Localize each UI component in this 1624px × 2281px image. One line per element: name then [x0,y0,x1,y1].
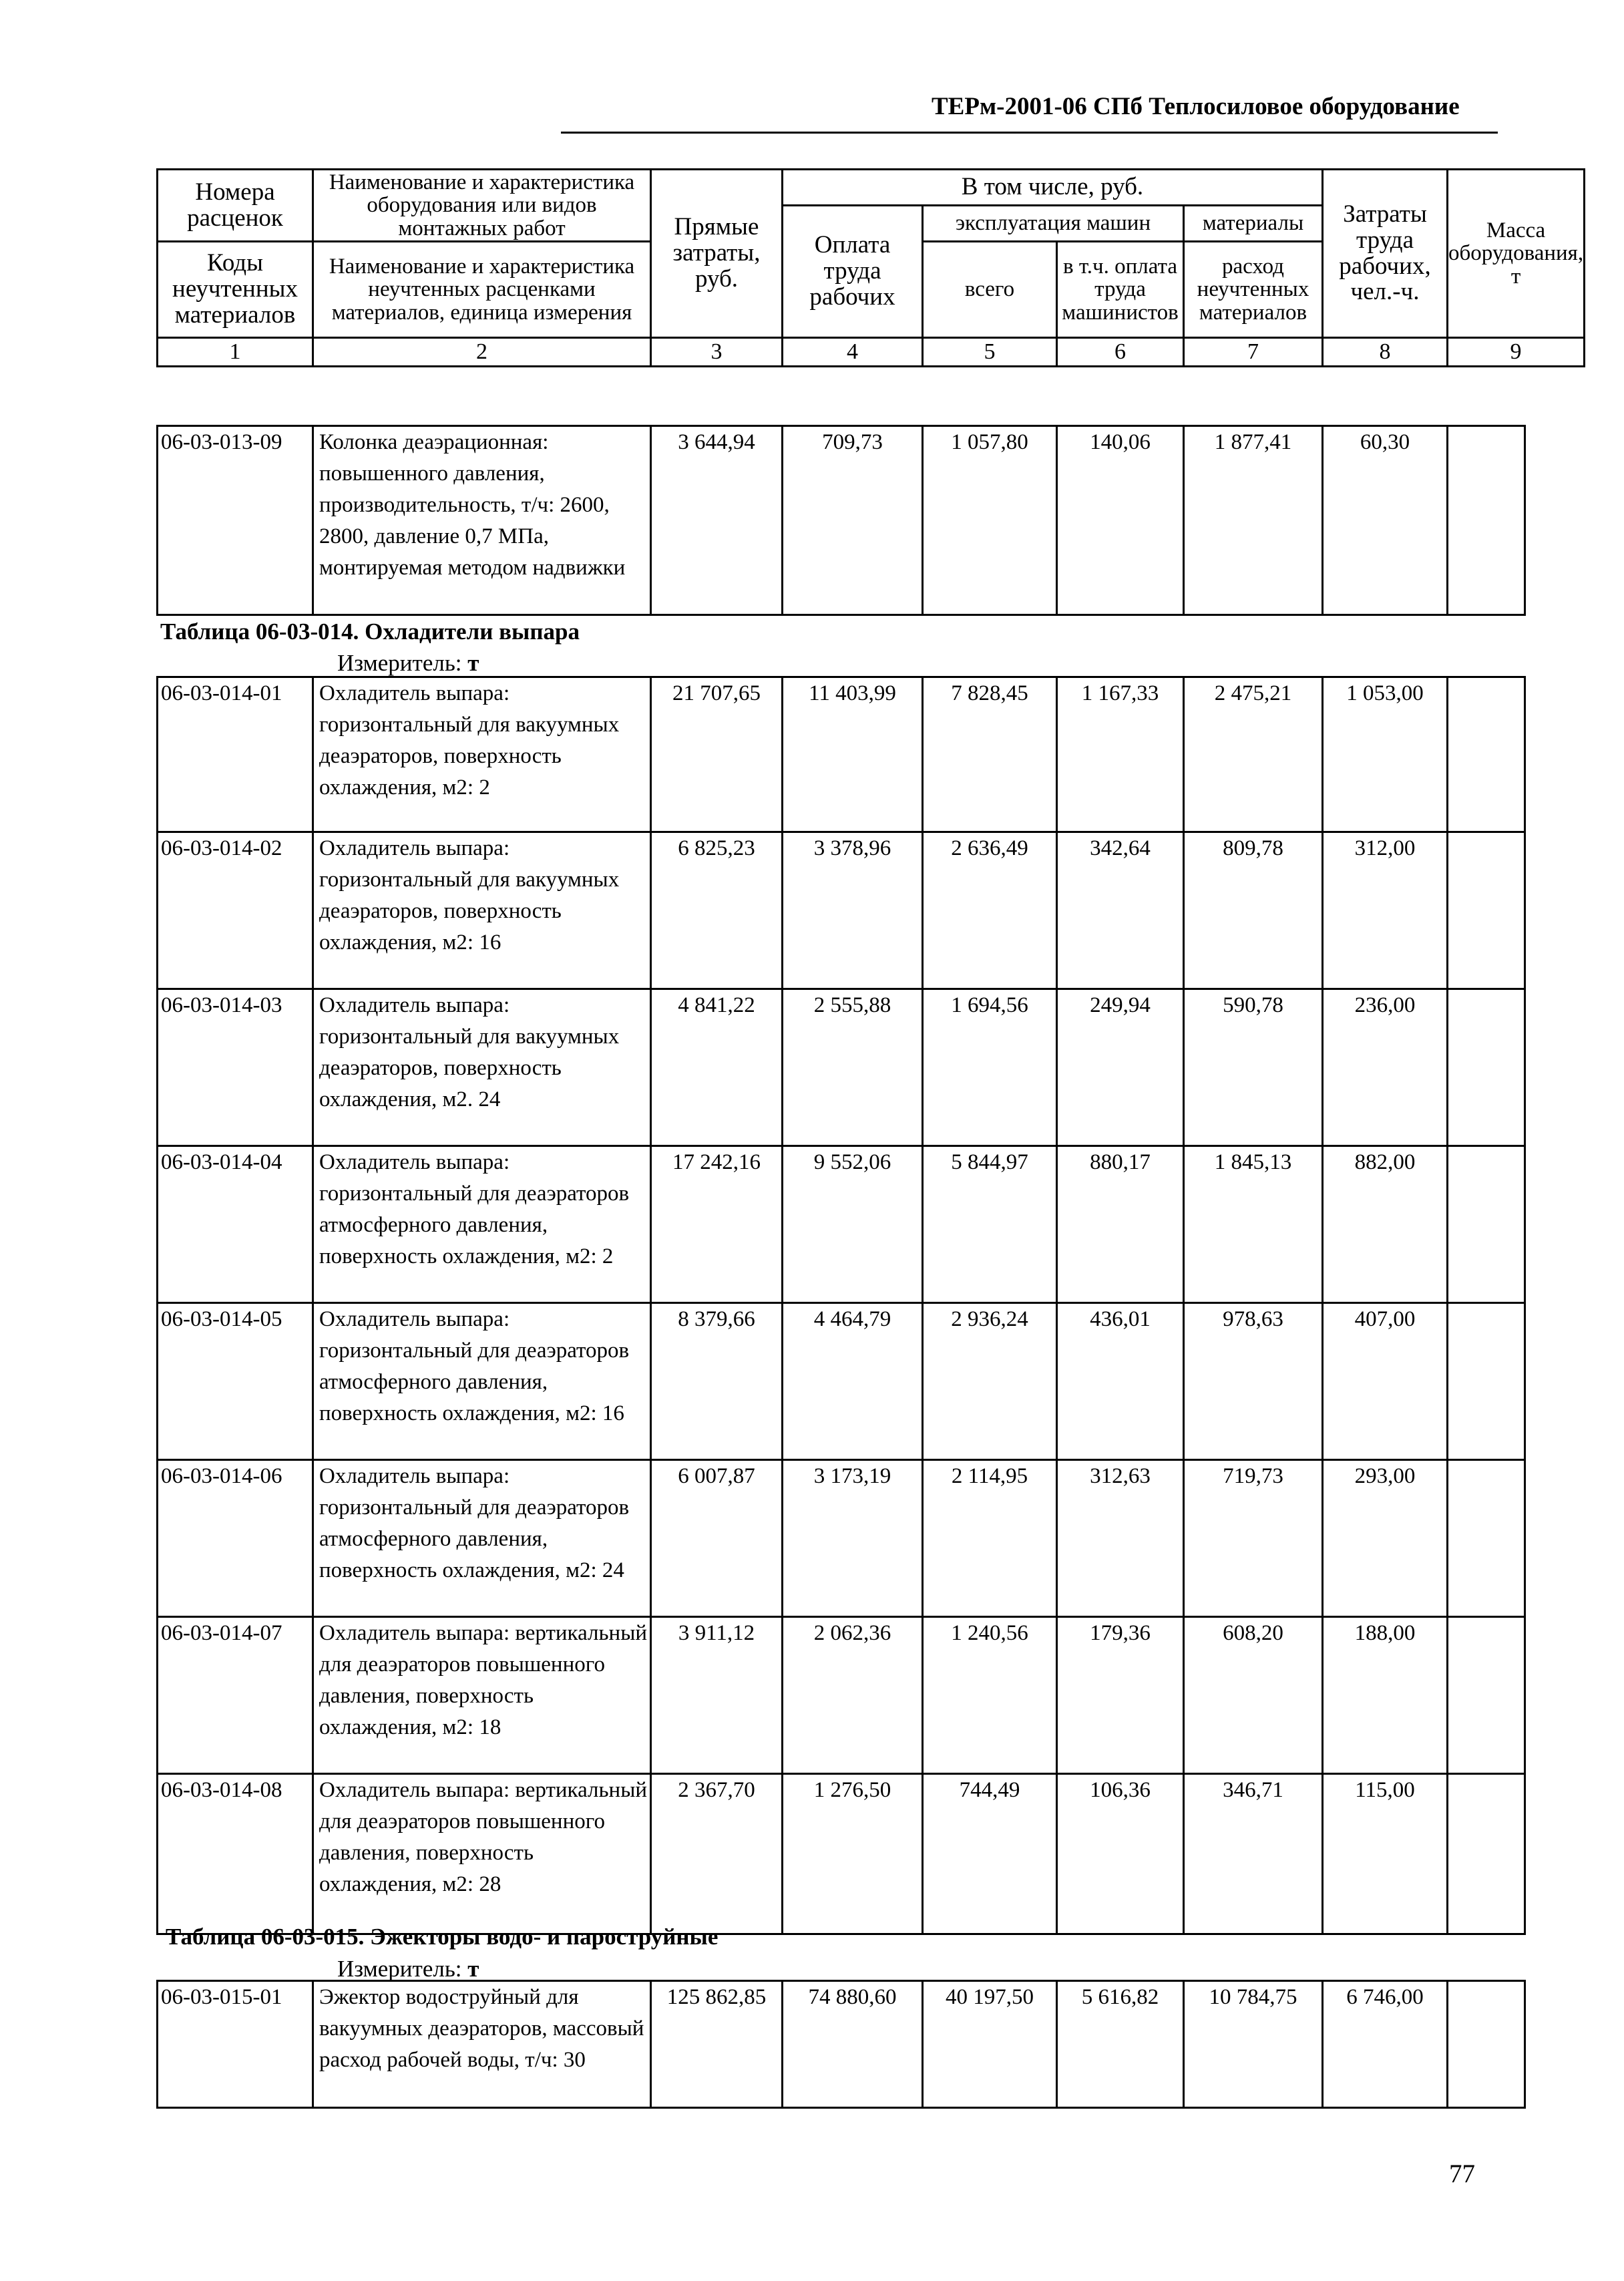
direct-costs-value: 6 007,87 [651,1460,783,1617]
materials-value: 1 877,41 [1184,426,1323,615]
header-rule [561,132,1498,134]
column-number: 9 [1448,338,1585,367]
table-row [158,677,1525,832]
rate-code: 06-03-014-02 [158,832,313,989]
machine-driver-pay-value: 179,36 [1057,1617,1184,1774]
rate-name: Охладитель выпара: горизонтальный для деаэраторов атмосферного давления, поверхность охлаждения, м2: 2 [313,1146,651,1303]
labor-costs-value: 312,00 [1323,832,1448,989]
unit-label: Измеритель: [337,650,462,676]
machine-total-value: 7 828,45 [923,677,1057,832]
page-number: 77 [1449,2159,1475,2188]
header-machine-total: всего [923,242,1057,338]
equipment-mass-value [1448,1617,1525,1774]
header-direct-costs: Прямые затраты, руб. [651,170,783,338]
direct-costs-value: 4 841,22 [651,989,783,1146]
table-caption-015: Таблица 06-03-015. Эжекторы водо- и пароструйные [166,1924,719,1950]
materials-value: 978,63 [1184,1303,1323,1460]
machine-total-value: 2 114,95 [923,1460,1057,1617]
machine-driver-pay-value: 436,01 [1057,1303,1184,1460]
labor-costs-value: 236,00 [1323,989,1448,1146]
worker-pay-value: 1 276,50 [783,1774,923,1934]
column-number: 3 [651,338,783,367]
rate-code: 06-03-014-04 [158,1146,313,1303]
column-number: 4 [783,338,923,367]
worker-pay-value: 9 552,06 [783,1146,923,1303]
rate-name: Охладитель выпара: горизонтальный для деаэраторов атмосферного давления, поверхность охлаждения, м2: 24 [313,1460,651,1617]
materials-value: 809,78 [1184,832,1323,989]
rate-name: Охладитель выпара: вертикальный для деаэраторов повышенного давления, поверхность охлаждения, м2: 28 [313,1774,651,1934]
labor-costs-value: 115,00 [1323,1774,1448,1934]
worker-pay-value: 11 403,99 [783,677,923,832]
column-header-table [156,168,1585,367]
rate-name: Охладитель выпара: горизонтальный для вакуумных деаэраторов, поверхность охлаждения, м2: 16 [313,832,651,989]
rate-code: 06-03-014-08 [158,1774,313,1934]
materials-value: 10 784,75 [1184,1981,1323,2108]
table-row [158,1146,1525,1303]
header-code-bottom: Коды неучтенных материалов [158,242,313,338]
equipment-mass-value [1448,1303,1525,1460]
equipment-mass-value [1448,832,1525,989]
direct-costs-value: 125 862,85 [651,1981,783,2108]
rate-name: Эжектор водоструйный для вакуумных деаэраторов, массовый расход рабочей воды, т/ч: 30 [313,1981,651,2108]
direct-costs-value: 3 911,12 [651,1617,783,1774]
labor-costs-value: 882,00 [1323,1146,1448,1303]
worker-pay-value: 709,73 [783,426,923,615]
machine-driver-pay-value: 106,36 [1057,1774,1184,1934]
worker-pay-value: 2 555,88 [783,989,923,1146]
equipment-mass-value [1448,1146,1525,1303]
header-machine-operation: эксплуатация машин [923,206,1184,242]
unit-value: т [467,650,479,676]
header-materials: материалы [1184,206,1323,242]
materials-value: 1 845,13 [1184,1146,1323,1303]
worker-pay-value: 4 464,79 [783,1303,923,1460]
worker-pay-value: 2 062,36 [783,1617,923,1774]
rate-code: 06-03-014-05 [158,1303,313,1460]
machine-total-value: 40 197,50 [923,1981,1057,2108]
machine-driver-pay-value: 5 616,82 [1057,1981,1184,2108]
table-row [158,1981,1525,2108]
labor-costs-value: 188,00 [1323,1617,1448,1774]
equipment-mass-value [1448,1981,1525,2108]
equipment-mass-value [1448,989,1525,1146]
table-caption-014: Таблица 06-03-014. Охладители выпара [160,619,580,645]
labor-costs-value: 6 746,00 [1323,1981,1448,2108]
table-row [158,426,1525,615]
direct-costs-value: 17 242,16 [651,1146,783,1303]
unit-line-015 [337,1956,479,1982]
direct-costs-value: 2 367,70 [651,1774,783,1934]
direct-costs-value: 21 707,65 [651,677,783,832]
header-name-bottom: Наименование и характеристика неучтенных расценками материалов, единица измерения [313,242,651,338]
rate-name: Охладитель выпара: горизонтальный для вакуумных деаэраторов, поверхность охлаждения, м2. 24 [313,989,651,1146]
header-name-top: Наименование и характеристика оборудования или видов монтажных работ [313,170,651,242]
column-number: 2 [313,338,651,367]
unit-label: Измеритель: [337,1956,462,1982]
machine-driver-pay-value: 342,64 [1057,832,1184,989]
table-06-03-015 [156,1980,1526,2109]
labor-costs-value: 293,00 [1323,1460,1448,1617]
header-equipment-mass: Масса оборудования, т [1448,170,1585,338]
machine-total-value: 1 240,56 [923,1617,1057,1774]
header-machine-driver-pay: в т.ч. оплата труда машинистов [1057,242,1184,338]
rate-name: Охладитель выпара: горизонтальный для вакуумных деаэраторов, поверхность охлаждения, м2: 2 [313,677,651,832]
machine-driver-pay-value: 312,63 [1057,1460,1184,1617]
worker-pay-value: 3 378,96 [783,832,923,989]
table-row [158,1460,1525,1617]
table-row [158,1303,1525,1460]
header-including: В том числе, руб. [783,170,1323,206]
unit-value: т [467,1956,479,1982]
direct-costs-value: 8 379,66 [651,1303,783,1460]
machine-total-value: 744,49 [923,1774,1057,1934]
rate-code: 06-03-014-01 [158,677,313,832]
labor-costs-value: 1 053,00 [1323,677,1448,832]
equipment-mass-value [1448,1774,1525,1934]
rate-name: Колонка деаэрационная: повышенного давления, производительность, т/ч: 2600, 2800, давление 0,7 МПа, монтируемая методом надвижки [313,426,651,615]
labor-costs-value: 407,00 [1323,1303,1448,1460]
column-number: 6 [1057,338,1184,367]
table-06-03-014 [156,676,1526,1935]
worker-pay-value: 74 880,60 [783,1981,923,2108]
machine-driver-pay-value: 1 167,33 [1057,677,1184,832]
equipment-mass-value [1448,677,1525,832]
materials-value: 719,73 [1184,1460,1323,1617]
header-code-top: Номера расценок [158,170,313,242]
header-labor-costs: Затраты труда рабочих, чел.-ч. [1323,170,1448,338]
column-number: 5 [923,338,1057,367]
rate-code: 06-03-013-09 [158,426,313,615]
direct-costs-value: 6 825,23 [651,832,783,989]
rate-name: Охладитель выпара: вертикальный для деаэраторов повышенного давления, поверхность охлаждения, м2: 18 [313,1617,651,1774]
table-06-03-013 [156,425,1526,616]
rate-code: 06-03-014-07 [158,1617,313,1774]
rate-code: 06-03-015-01 [158,1981,313,2108]
labor-costs-value: 60,30 [1323,426,1448,615]
table-row [158,989,1525,1146]
rate-code: 06-03-014-03 [158,989,313,1146]
header-worker-pay: Оплата труда рабочих [783,206,923,338]
table-row [158,1774,1525,1934]
header-materials-unaccounted: расход неучтенных материалов [1184,242,1323,338]
materials-value: 2 475,21 [1184,677,1323,832]
rate-code: 06-03-014-06 [158,1460,313,1617]
machine-total-value: 2 636,49 [923,832,1057,989]
machine-driver-pay-value: 880,17 [1057,1146,1184,1303]
worker-pay-value: 3 173,19 [783,1460,923,1617]
unit-line-014 [337,650,479,677]
machine-driver-pay-value: 249,94 [1057,989,1184,1146]
table-row [158,1617,1525,1774]
equipment-mass-value [1448,426,1525,615]
materials-value: 346,71 [1184,1774,1323,1934]
table-row [158,832,1525,989]
equipment-mass-value [1448,1460,1525,1617]
machine-total-value: 1 694,56 [923,989,1057,1146]
machine-total-value: 5 844,97 [923,1146,1057,1303]
materials-value: 590,78 [1184,989,1323,1146]
column-number: 1 [158,338,313,367]
column-number: 8 [1323,338,1448,367]
machine-driver-pay-value: 140,06 [1057,426,1184,615]
column-number: 7 [1184,338,1323,367]
direct-costs-value: 3 644,94 [651,426,783,615]
materials-value: 608,20 [1184,1617,1323,1774]
rate-name: Охладитель выпара: горизонтальный для деаэраторов атмосферного давления, поверхность охлаждения, м2: 16 [313,1303,651,1460]
machine-total-value: 2 936,24 [923,1303,1057,1460]
machine-total-value: 1 057,80 [923,426,1057,615]
running-header: ТЕРм-2001-06 СПб Теплосиловое оборудование [932,93,1460,120]
